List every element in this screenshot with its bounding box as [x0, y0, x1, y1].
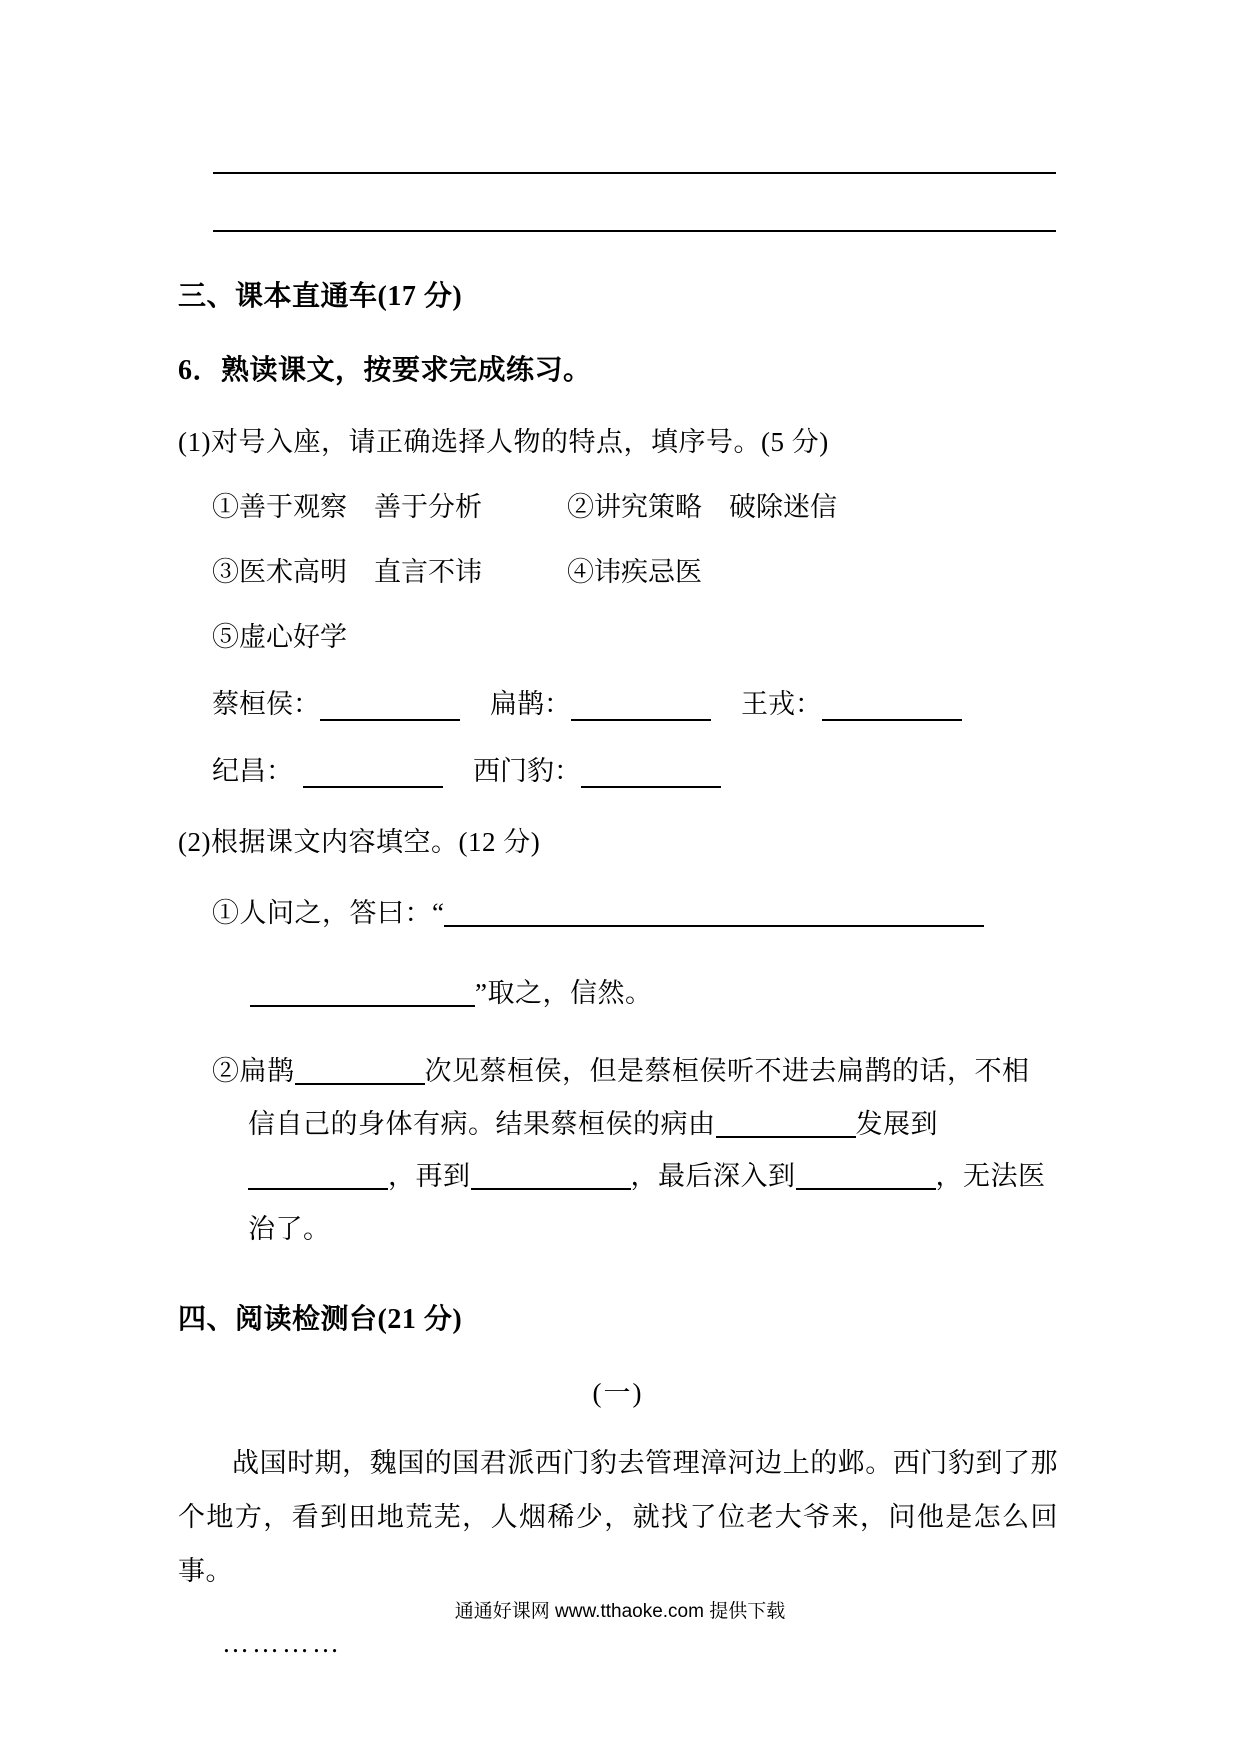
answer-blank[interactable] [471, 1188, 631, 1190]
answer-blank[interactable] [248, 1188, 388, 1190]
answer-blank[interactable] [303, 760, 443, 788]
name-label: 纪昌： [212, 756, 293, 786]
question-6-2-label: (2)根据课文内容填空。(12 分) [178, 827, 541, 857]
fill-item-1 [212, 889, 1058, 939]
fill-item-2-text-g: ，无法医治了。 [248, 1161, 1046, 1244]
option-item: ③医术高明 直言不讳 [212, 557, 482, 587]
fill-item-2-line3 [248, 1150, 1058, 1255]
fill-item-2 [212, 1045, 1058, 1256]
answer-blank[interactable] [444, 925, 984, 927]
option-item: ⑤虚心好学 [212, 622, 347, 652]
fill-item-2-text-e: ，再到 [388, 1161, 471, 1192]
name-label: 西门豹： [473, 756, 581, 786]
answer-blank[interactable] [796, 1188, 936, 1190]
fill-item-1-cont [250, 969, 1058, 1019]
answer-blank[interactable] [295, 1083, 425, 1085]
answer-blank[interactable] [822, 693, 962, 721]
fill-item-1-text-b: ”取之，信然。 [475, 977, 653, 1008]
answer-blank[interactable] [581, 760, 721, 788]
name-label: 蔡桓侯： [212, 689, 320, 719]
answer-blank[interactable] [716, 1136, 856, 1138]
passage-body: 战国时期，魏国的国君派西门豹去管理漳河边上的邺。西门豹到了那个地方，看到田地荒芜，人烟稀少，就找了位老大爷来，问他是怎么回事。 [178, 1448, 1058, 1587]
fill-item-2-text-c: 信自己的身体有病。结果蔡桓侯的病由 [248, 1108, 716, 1139]
fill-item-2-text-d: 发展到 [855, 1108, 938, 1139]
question-6-1-label: (1)对号入座，请正确选择人物的特点，填序号。(5 分) [178, 427, 829, 457]
footer-watermark: 通通好课网 www.tthaoke.com 提供下载 [454, 1601, 786, 1622]
answer-blank[interactable] [320, 693, 460, 721]
passage-text [178, 1436, 1058, 1598]
answer-line-1 [213, 172, 1056, 174]
answer-blank[interactable] [571, 693, 711, 721]
option-row [212, 550, 1058, 589]
option-row [212, 615, 1058, 654]
fill-item-2-text-f: ，最后深入到 [630, 1161, 796, 1192]
section-heading-four: 四、阅读检测台(21 分) [178, 1304, 463, 1336]
option-item: ①善于观察 善于分析 [212, 492, 482, 522]
ellipsis-marker: ………… [222, 1628, 342, 1659]
option-row [212, 485, 1058, 524]
passage-label: (一) [592, 1378, 644, 1409]
question-6-label: 6．熟读课文，按要求完成练习。 [178, 355, 592, 386]
fill-item-1-text-a: ①人问之，答曰：“ [212, 898, 445, 928]
name-label: 王戎： [741, 689, 822, 719]
option-item: ②讲究策略 破除迷信 [567, 492, 837, 522]
answer-line-2 [213, 230, 1056, 232]
fill-item-2-text-a: ②扁鹊 [212, 1055, 295, 1086]
answer-blank[interactable] [250, 1005, 475, 1007]
option-item: ④讳疾忌医 [567, 557, 702, 587]
name-blank-row-2 [212, 749, 1058, 788]
page-content [178, 140, 1058, 1659]
name-blank-row-1 [212, 682, 1058, 721]
section-heading-three: 三、课本直通车(17 分) [178, 281, 463, 312]
fill-item-2-line2 [248, 1098, 1058, 1151]
fill-item-2-text-b: 次见蔡桓侯，但是蔡桓侯听不进去扁鹊的话，不相 [424, 1055, 1030, 1086]
name-label: 扁鹊： [490, 689, 571, 719]
